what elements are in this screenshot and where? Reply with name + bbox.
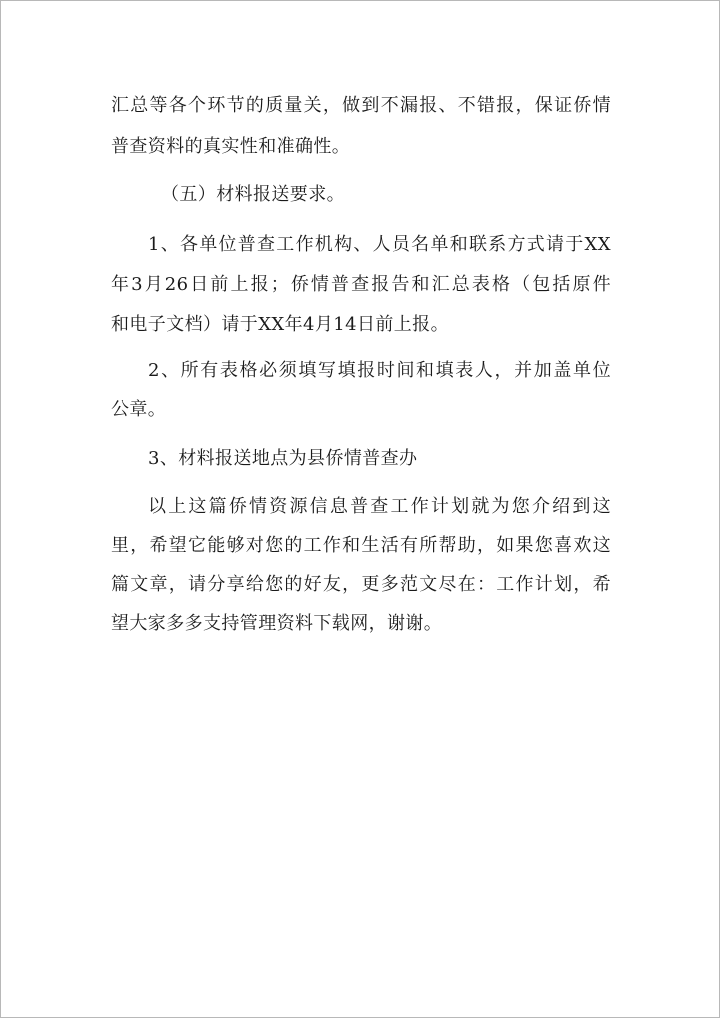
item-2-line-1: 2、所有表格必须填写填报时间和填表人，并加盖单位 bbox=[148, 360, 611, 381]
closing-line-3: 篇文章，请分享给您的好友，更多范文尽在：工作计划，希 bbox=[111, 574, 611, 595]
item-2-line-2: 公章。 bbox=[111, 399, 167, 420]
section-heading-materials: （五）材料报送要求。 bbox=[161, 184, 345, 205]
paragraph-quality-line-2: 普查资料的真实性和准确性。 bbox=[111, 136, 351, 157]
item-1-line-3: 和电子文档）请于XX年4月14日前上报。 bbox=[111, 314, 449, 335]
item-1-line-1: 1、各单位普查工作机构、人员名单和联系方式请于XX bbox=[148, 234, 611, 255]
closing-line-2: 里，希望它能够对您的工作和生活有所帮助，如果您喜欢这 bbox=[111, 535, 611, 556]
closing-line-1: 以上这篇侨情资源信息普查工作计划就为您介绍到这 bbox=[148, 496, 611, 517]
paragraph-quality-line-1: 汇总等各个环节的质量关，做到不漏报、不错报，保证侨情 bbox=[111, 95, 611, 116]
closing-line-4: 望大家多多支持管理资料下载网，谢谢。 bbox=[111, 613, 443, 634]
item-3-line-1: 3、材料报送地点为县侨情普查办 bbox=[148, 448, 418, 469]
item-1-line-2: 年3月26日前上报；侨情普查报告和汇总表格（包括原件 bbox=[111, 274, 611, 295]
